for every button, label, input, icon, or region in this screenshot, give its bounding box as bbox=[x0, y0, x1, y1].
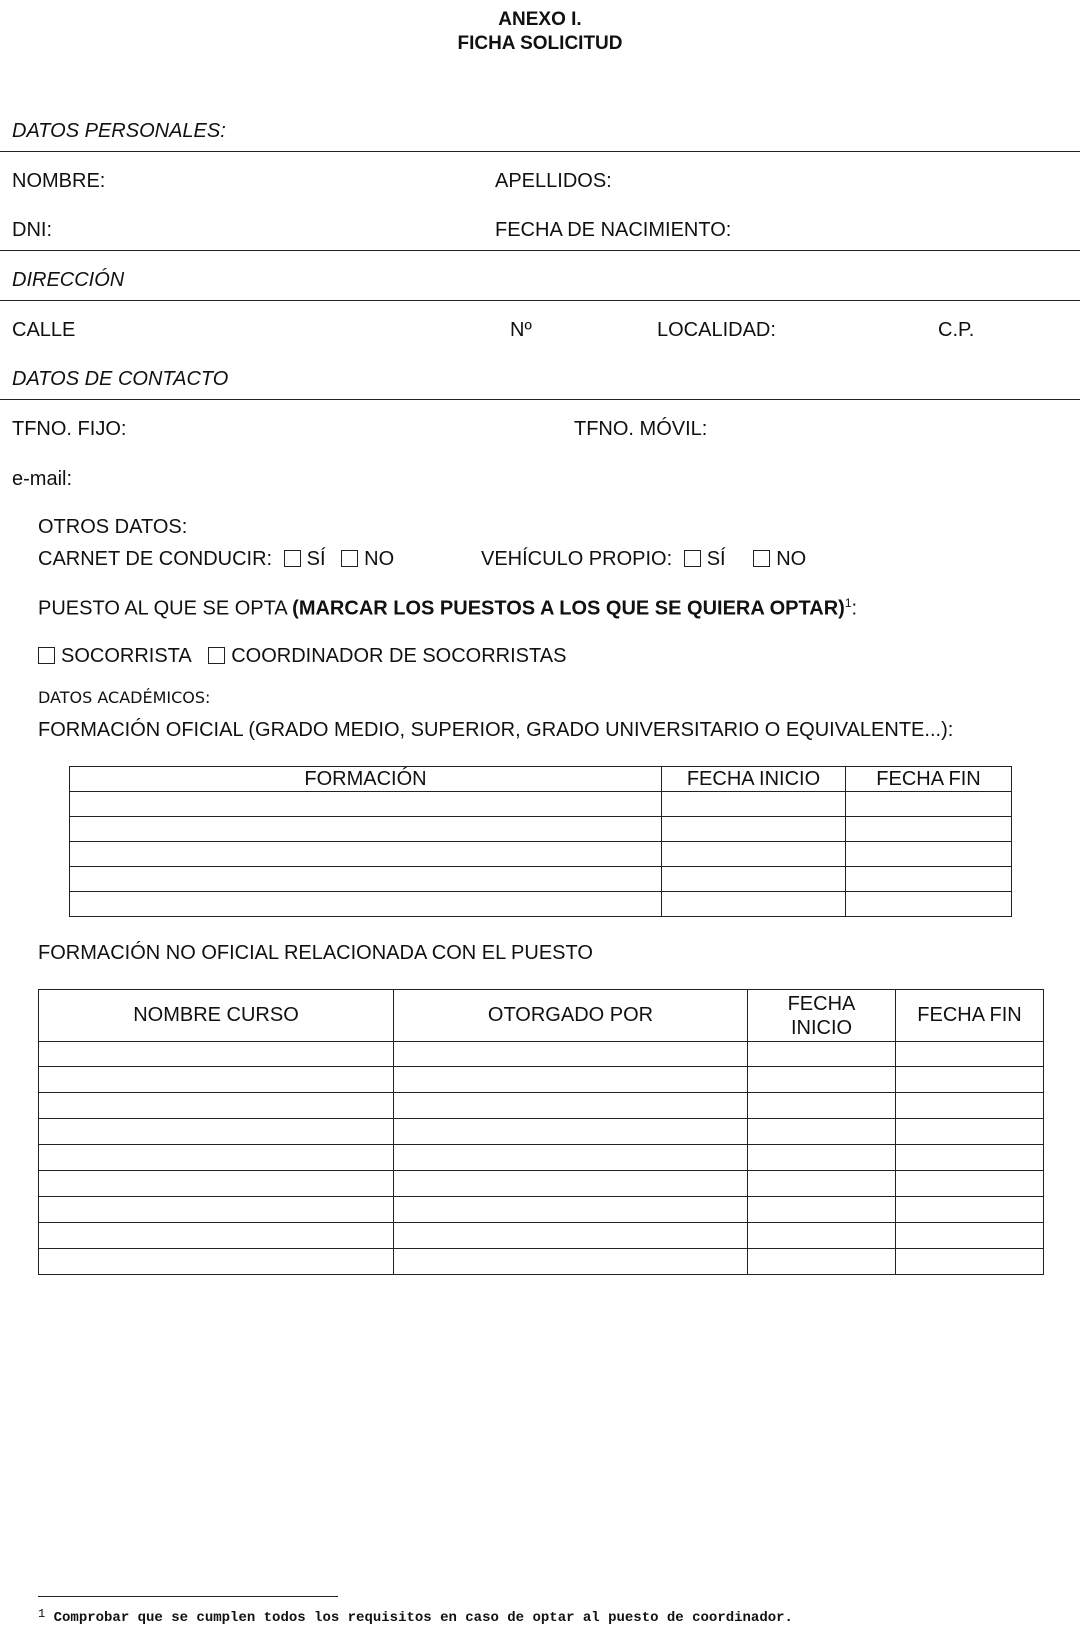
table-cell[interactable] bbox=[394, 1119, 748, 1145]
label-coordinador: COORDINADOR DE SOCORRISTAS bbox=[231, 645, 567, 667]
table-cell[interactable] bbox=[748, 1042, 896, 1067]
footnote-divider bbox=[38, 1596, 338, 1597]
table-cell[interactable] bbox=[896, 1223, 1044, 1249]
carnet-row bbox=[38, 548, 394, 571]
header-formacion: FORMACIÓN bbox=[70, 767, 662, 792]
footnote-text: Comprobar que se cumplen todos los requisitos en caso de optar al puesto de coordinador. bbox=[53, 1610, 793, 1626]
section-datos-contacto: DATOS DE CONTACTO bbox=[12, 368, 229, 390]
label-localidad: LOCALIDAD: bbox=[657, 319, 776, 341]
footnote bbox=[38, 1607, 793, 1626]
table-cell[interactable] bbox=[846, 892, 1012, 917]
label-socorrista: SOCORRISTA bbox=[61, 645, 191, 667]
footnote-number: 1 bbox=[38, 1607, 46, 1621]
table-cell[interactable] bbox=[394, 1145, 748, 1171]
table-cell[interactable] bbox=[896, 1145, 1044, 1171]
table-cell[interactable] bbox=[896, 1119, 1044, 1145]
table-cell[interactable] bbox=[39, 1042, 394, 1067]
table-cell[interactable] bbox=[748, 1067, 896, 1093]
table-row bbox=[39, 1223, 1044, 1249]
table-row bbox=[39, 1067, 1044, 1093]
divider bbox=[0, 151, 1080, 152]
section-direccion: DIRECCIÓN bbox=[12, 269, 125, 291]
divider bbox=[0, 250, 1080, 251]
table-cell[interactable] bbox=[846, 867, 1012, 892]
carnet-no-checkbox[interactable] bbox=[341, 550, 358, 567]
header-fecha-fin: FECHA FIN bbox=[846, 767, 1012, 792]
table-cell[interactable] bbox=[748, 1119, 896, 1145]
label-dni: DNI: bbox=[12, 219, 52, 241]
table-cell[interactable] bbox=[896, 1093, 1044, 1119]
document-subtitle: FICHA SOLICITUD bbox=[457, 33, 623, 54]
table-row bbox=[70, 842, 1012, 867]
formacion-no-oficial-heading: FORMACIÓN NO OFICIAL RELACIONADA CON EL PUESTO bbox=[38, 942, 593, 964]
socorrista-checkbox[interactable] bbox=[38, 647, 55, 664]
label-si: SÍ bbox=[306, 548, 326, 570]
puesto-options bbox=[38, 645, 566, 668]
table-cell[interactable] bbox=[748, 1197, 896, 1223]
otros-datos-heading: OTROS DATOS: bbox=[38, 516, 188, 538]
table-cell[interactable] bbox=[39, 1249, 394, 1275]
table-row bbox=[39, 1145, 1044, 1171]
label-fecha-nacimiento: FECHA DE NACIMIENTO: bbox=[495, 219, 732, 241]
table-cell[interactable] bbox=[662, 892, 846, 917]
header-nombre-curso: NOMBRE CURSO bbox=[39, 990, 394, 1042]
table-cell[interactable] bbox=[662, 867, 846, 892]
table-cell[interactable] bbox=[394, 1223, 748, 1249]
label-email: e-mail: bbox=[12, 468, 73, 490]
table-row bbox=[39, 1093, 1044, 1119]
header-fecha-inicio: FECHA INICIO bbox=[662, 767, 846, 792]
table-cell[interactable] bbox=[39, 1223, 394, 1249]
label-numero: Nº bbox=[510, 319, 532, 341]
label-apellidos: APELLIDOS: bbox=[495, 170, 612, 192]
table-cell[interactable] bbox=[394, 1171, 748, 1197]
table-cell[interactable] bbox=[896, 1249, 1044, 1275]
puesto-instruction: (MARCAR LOS PUESTOS A LOS QUE SE QUIERA OPTAR) bbox=[292, 597, 845, 620]
formacion-oficial-heading: FORMACIÓN OFICIAL (GRADO MEDIO, SUPERIOR, GRADO UNIVERSITARIO O EQUIVALENTE...): bbox=[38, 719, 954, 741]
table-cell[interactable] bbox=[39, 1119, 394, 1145]
puesto-label: PUESTO AL QUE SE OPTA bbox=[38, 597, 293, 620]
table-row bbox=[39, 1119, 1044, 1145]
header-fecha-inicio: FECHA INICIO bbox=[748, 990, 896, 1042]
label-calle: CALLE bbox=[12, 319, 76, 341]
table-cell[interactable] bbox=[846, 817, 1012, 842]
table-cell[interactable] bbox=[748, 1249, 896, 1275]
table-row bbox=[39, 1042, 1044, 1067]
table-cell[interactable] bbox=[70, 892, 662, 917]
table-cell[interactable] bbox=[39, 1093, 394, 1119]
table-row bbox=[70, 792, 1012, 817]
table-cell[interactable] bbox=[748, 1093, 896, 1119]
table-cell[interactable] bbox=[70, 867, 662, 892]
divider bbox=[0, 300, 1080, 301]
table-cell[interactable] bbox=[39, 1067, 394, 1093]
table-cell[interactable] bbox=[748, 1145, 896, 1171]
datos-academicos-heading: DATOS ACADÉMICOS: bbox=[38, 688, 211, 707]
formacion-no-oficial-table bbox=[38, 989, 1044, 1275]
table-row bbox=[70, 892, 1012, 917]
coordinador-checkbox[interactable] bbox=[208, 647, 225, 664]
label-nombre: NOMBRE: bbox=[12, 170, 106, 192]
table-cell[interactable] bbox=[394, 1042, 748, 1067]
header-otorgado-por: OTORGADO POR bbox=[394, 990, 748, 1042]
table-cell[interactable] bbox=[39, 1145, 394, 1171]
table-cell[interactable] bbox=[394, 1249, 748, 1275]
puesto-colon: : bbox=[851, 597, 858, 620]
document-title: ANEXO I. bbox=[498, 9, 582, 30]
label-carnet: CARNET DE CONDUCIR: bbox=[38, 548, 273, 570]
table-cell[interactable] bbox=[394, 1197, 748, 1223]
table-cell[interactable] bbox=[662, 842, 846, 867]
table-cell[interactable] bbox=[896, 1171, 1044, 1197]
label-tfno-movil: TFNO. MÓVIL: bbox=[574, 418, 708, 440]
table-cell[interactable] bbox=[748, 1223, 896, 1249]
table-cell[interactable] bbox=[70, 842, 662, 867]
table-cell[interactable] bbox=[896, 1197, 1044, 1223]
section-datos-personales: DATOS PERSONALES: bbox=[12, 120, 226, 142]
table-row bbox=[39, 1197, 1044, 1223]
table-cell[interactable] bbox=[896, 1067, 1044, 1093]
table-cell[interactable] bbox=[896, 1042, 1044, 1067]
header-fecha-fin: FECHA FIN bbox=[896, 990, 1044, 1042]
label-tfno-fijo: TFNO. FIJO: bbox=[12, 418, 127, 440]
divider bbox=[0, 399, 1080, 400]
table-cell[interactable] bbox=[846, 792, 1012, 817]
table-cell[interactable] bbox=[70, 817, 662, 842]
puesto-line bbox=[38, 596, 857, 621]
table-cell[interactable] bbox=[39, 1171, 394, 1197]
table-cell[interactable] bbox=[662, 817, 846, 842]
label-vehiculo: VEHÍCULO PROPIO: bbox=[481, 548, 673, 570]
label-si: SÍ bbox=[706, 548, 726, 570]
table-cell[interactable] bbox=[748, 1171, 896, 1197]
table-row bbox=[70, 867, 1012, 892]
label-no: NO bbox=[364, 548, 395, 570]
vehiculo-no-checkbox[interactable] bbox=[753, 550, 770, 567]
vehiculo-row bbox=[481, 548, 806, 571]
table-cell[interactable] bbox=[394, 1093, 748, 1119]
table-cell[interactable] bbox=[662, 792, 846, 817]
table-cell[interactable] bbox=[846, 842, 1012, 867]
label-cp: C.P. bbox=[938, 319, 975, 341]
table-row bbox=[39, 1171, 1044, 1197]
table-cell[interactable] bbox=[70, 792, 662, 817]
table-row bbox=[70, 817, 1012, 842]
label-no: NO bbox=[776, 548, 807, 570]
footnote-ref: 1 bbox=[844, 596, 852, 610]
table-cell[interactable] bbox=[39, 1197, 394, 1223]
table-row bbox=[39, 1249, 1044, 1275]
carnet-si-checkbox[interactable] bbox=[284, 550, 301, 567]
formacion-oficial-table bbox=[69, 766, 1012, 917]
vehiculo-si-checkbox[interactable] bbox=[684, 550, 701, 567]
table-cell[interactable] bbox=[394, 1067, 748, 1093]
